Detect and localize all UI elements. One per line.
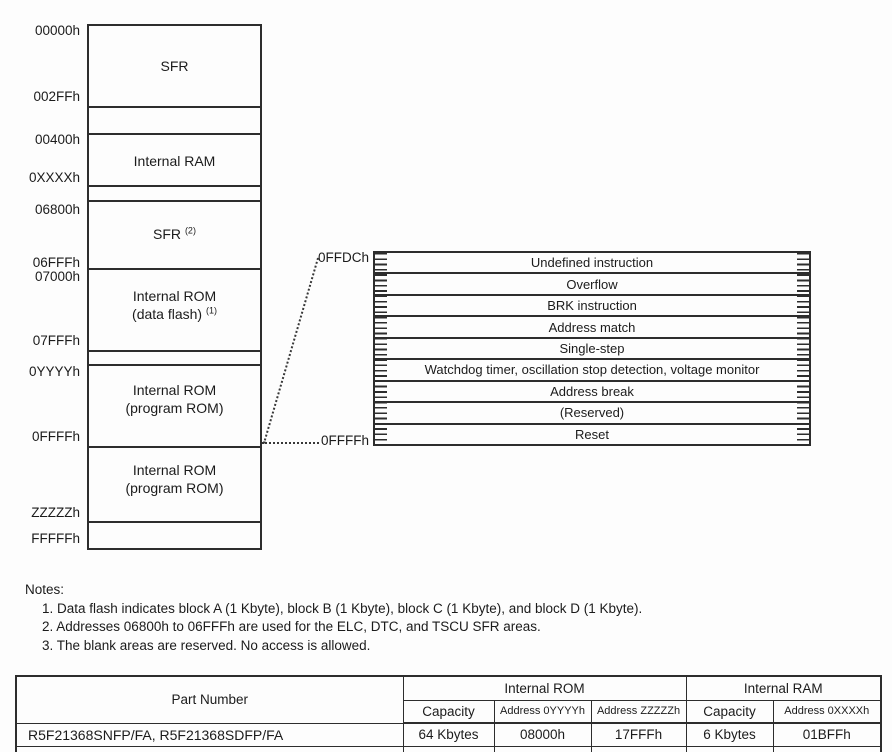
region-sfr2 <box>89 225 260 243</box>
byte-tick-marks-left <box>375 253 387 444</box>
boundary-line-0FFFFh <box>89 446 260 448</box>
clipped-cell <box>16 746 403 752</box>
cell-rom-capacity: 64 Kbytes <box>403 723 494 746</box>
note-1: 1. Data flash indicates block A (1 Kbyte), block B (1 Kbyte), block C (1 Kbyte), and block D (1 Kbyte). <box>42 600 643 616</box>
vector-row-single-step: Single-step <box>375 339 809 360</box>
clipped-cell <box>686 746 773 752</box>
header-internal-ram: Internal RAM <box>686 676 881 700</box>
vector-row-address-break: Address break <box>375 382 809 403</box>
cell-rom-address-start: 08000h <box>494 723 591 746</box>
region-sfr2-superscript: (2) <box>184 225 196 236</box>
header-ram-capacity: Capacity <box>686 700 773 723</box>
address-label-ZZZZZh: ZZZZZh <box>31 505 80 520</box>
boundary-line-002FFh <box>89 106 260 108</box>
interrupt-vector-table <box>373 251 811 446</box>
region-program-rom-1-line1: Internal ROM <box>132 382 217 398</box>
region-data-flash <box>89 287 260 323</box>
clipped-cell <box>773 746 881 752</box>
region-internal-ram: Internal RAM <box>133 153 216 169</box>
boundary-line-06800h <box>89 200 260 202</box>
boundary-line-ZZZZZh <box>89 521 260 523</box>
boundary-line-0XXXXh <box>89 185 260 187</box>
address-label-0FFFFh: 0FFFFh <box>31 429 80 444</box>
header-ram-address: Address 0XXXXh <box>773 700 881 723</box>
part-number-table <box>15 675 882 752</box>
byte-tick-marks-right <box>797 253 809 444</box>
header-part-number: Part Number <box>16 676 403 723</box>
clipped-cell <box>494 746 591 752</box>
address-label-07FFFh: 07FFFh <box>32 333 80 348</box>
region-program-rom-2 <box>89 461 260 497</box>
boundary-line-00400h <box>89 133 260 135</box>
region-program-rom-1 <box>89 381 260 417</box>
cell-ram-capacity: 6 Kbytes <box>686 723 773 746</box>
address-label-06FFFh: 06FFFh <box>32 255 80 270</box>
header-internal-rom: Internal ROM <box>403 676 686 700</box>
vector-rows <box>375 253 809 444</box>
boundary-line-0YYYYh <box>89 364 260 366</box>
cell-part-number: R5F21368SNFP/FA, R5F21368SDFP/FA <box>16 723 403 746</box>
vector-row-undefined-instruction: Undefined instruction <box>375 253 809 274</box>
region-sfr: SFR <box>160 58 189 74</box>
clipped-cell <box>591 746 686 752</box>
vector-row-reserved: (Reserved) <box>375 403 809 424</box>
dotted-connector-diagonal <box>263 258 319 444</box>
vector-start-address-label: 0FFDCh <box>317 250 369 265</box>
boundary-line-07000h <box>89 268 260 270</box>
region-program-rom-1-line2: (program ROM) <box>125 400 224 416</box>
memory-map-box <box>87 24 262 550</box>
header-rom-capacity: Capacity <box>403 700 494 723</box>
table-row-part <box>16 723 881 746</box>
region-sfr2-text: SFR <box>153 226 182 242</box>
address-label-0YYYYh: 0YYYYh <box>28 364 80 379</box>
address-label-00000h: 00000h <box>34 23 80 38</box>
notes-section <box>25 581 875 655</box>
region-data-flash-superscript: (1) <box>205 305 217 316</box>
vector-row-address-match: Address match <box>375 317 809 338</box>
address-label-FFFFFh: FFFFFh <box>31 531 80 546</box>
vector-row-watchdog: Watchdog timer, oscillation stop detection, voltage monitor <box>375 360 809 381</box>
boundary-line-07FFFh <box>89 350 260 352</box>
address-label-0XXXXh: 0XXXXh <box>28 170 80 185</box>
note-2: 2. Addresses 06800h to 06FFFh are used for the ELC, DTC, and TSCU SFR areas. <box>42 619 541 634</box>
cell-rom-address-end: 17FFFh <box>591 723 686 746</box>
vector-row-reset: Reset <box>575 426 609 442</box>
address-label-002FFh: 002FFh <box>33 89 80 104</box>
table-header-row-1 <box>16 676 881 700</box>
header-rom-address-start: Address 0YYYYh <box>494 700 591 723</box>
address-label-06800h: 06800h <box>34 202 80 217</box>
region-data-flash-line2: (data flash) <box>132 306 203 322</box>
header-rom-address-end: Address ZZZZZh <box>591 700 686 723</box>
region-program-rom-2-line2: (program ROM) <box>125 480 224 496</box>
table-row-clipped <box>16 746 881 752</box>
region-data-flash-line1: Internal ROM <box>132 288 217 304</box>
region-program-rom-2-line1: Internal ROM <box>132 462 217 478</box>
notes-heading: Notes: <box>25 582 65 597</box>
vector-row-overflow: Overflow <box>375 274 809 295</box>
clipped-cell <box>403 746 494 752</box>
address-label-07000h: 07000h <box>34 269 80 284</box>
vector-end-address-label: 0FFFFh <box>320 433 369 448</box>
vector-row-brk-instruction: BRK instruction <box>375 296 809 317</box>
cell-ram-address: 01BFFh <box>773 723 881 746</box>
address-label-00400h: 00400h <box>34 132 80 147</box>
note-3: 3. The blank areas are reserved. No access is allowed. <box>42 637 371 653</box>
